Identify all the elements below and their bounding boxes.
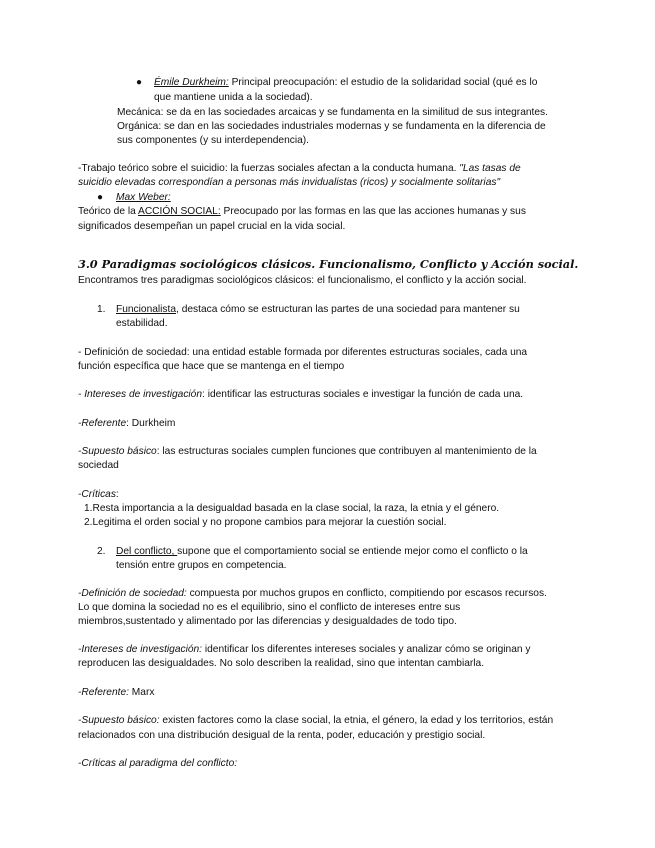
suicide-quote-start: "Las tasas de: [459, 163, 521, 174]
funcionalista-line-1: [116, 303, 520, 317]
func-intereses-label: - Intereses de investigación: [78, 389, 203, 400]
list-number: 2.: [97, 546, 106, 557]
weber-pre: Teórico de la: [78, 206, 139, 217]
conflicto-line-1: [116, 545, 528, 559]
suicide-text: -Trabajo teórico sobre el suicidio: la fuerzas sociales afectan a la conducta humana.: [78, 163, 460, 174]
func-definicion-1: - Definición de sociedad: una entidad estable formada por diferentes estructuras sociales, cada una: [78, 347, 528, 358]
durkheim-cont: que mantiene unida a la sociedad).: [154, 92, 313, 103]
organica-line-1: Orgánica: se dan en las sociedades industriales modernas y se fundamenta en la diferencia de: [117, 121, 546, 132]
func-critica-item: 1.Resta importancia a la desigualdad basada en la clase social, la raza, la etnia y el género.: [84, 503, 500, 514]
conflicto-line-2: tensión entre grupos en competencia.: [116, 560, 287, 571]
list-number: 1.: [97, 304, 106, 315]
conf-intereses-2: reproducen las desigualdades. No solo describen la realidad, sino que intentan cambiarla.: [78, 658, 485, 669]
func-supuesto-2: sociedad: [78, 460, 119, 471]
conf-referente-text: Marx: [128, 687, 155, 698]
mecanica-line: Mecánica: se da en las sociedades arcaicas y se fundamenta en la similitud de sus integrantes.: [117, 107, 548, 118]
bullet-icon: ●: [97, 192, 104, 203]
durkheim-line: [154, 76, 537, 90]
conflicto-term: Del conflicto,: [116, 546, 178, 557]
func-supuesto-text: : las estructuras sociales cumplen funciones que contribuyen al mantenimiento de la: [156, 446, 537, 457]
conf-supuesto-text: existen factores como la clase social, la etnia, el género, la edad y los territorios, están: [159, 715, 554, 726]
weber-cont: significados desempeñan un papel crucial en la vida social.: [78, 221, 346, 232]
conf-definicion-3: miembros,sustentado y alimentado por las diferencias y desigualdades de todo tipo.: [78, 616, 457, 627]
funcionalista-line-2: estabilidad.: [116, 318, 168, 329]
func-intereses-text: : identificar las estructuras sociales e investigar la función de cada una.: [202, 389, 524, 400]
suicide-quote-cont: suicidio elevadas correspondían a personas más invidualistas (ricos) y socialmente solitarias": [78, 177, 501, 188]
func-referente: [78, 417, 175, 431]
suicide-line-1: [78, 162, 521, 176]
conf-referente: [78, 686, 154, 700]
funcionalista-term: Funcionalista: [116, 304, 177, 315]
weber-text: Preocupado por las formas en las que las acciones humanas y sus: [220, 206, 526, 217]
conf-definicion-1: [78, 587, 547, 601]
durkheim-name: Émile Durkheim:: [154, 77, 229, 88]
weber-name: Max Weber:: [116, 192, 171, 203]
durkheim-text: Principal preocupación: el estudio de la solidaridad social (qué es lo: [228, 77, 538, 88]
conf-definicion-label: -Definición de sociedad:: [78, 588, 187, 599]
func-criticas-label: -Críticas: [78, 489, 116, 500]
func-referente-text: : Durkheim: [126, 418, 176, 429]
func-critica-item: 2.Legitima el orden social y no propone cambios para mejorar la cuestión social.: [84, 517, 447, 528]
conf-intereses-1: [78, 643, 530, 657]
conf-definicion-text: compuesta por muchos grupos en conflicto, compitiendo por escasos recursos.: [186, 588, 547, 599]
conf-criticas-label: -Críticas al paradigma del conflicto:: [78, 758, 238, 769]
func-criticas: [78, 488, 119, 502]
weber-line: [78, 205, 526, 219]
func-definicion-2: función específica que hace que se mantenga en el tiempo: [78, 361, 345, 372]
func-intereses: [78, 388, 523, 402]
conf-definicion-2: Lo que domina la sociedad no es el equilibrio, sino el conflicto de intereses entre sus: [78, 602, 461, 613]
conf-supuesto-label: -Supuesto básico:: [78, 715, 160, 726]
organica-line-2: sus componentes (y su interdependencia).: [117, 135, 309, 146]
func-referente-label: -Referente: [78, 418, 127, 429]
intro-paragraph: Encontramos tres paradigmas sociológicos clásicos: el funcionalismo, el conflicto y la acción social.: [78, 275, 527, 286]
conflicto-text: supone que el comportamiento social se entiende mejor como el conflicto o la: [177, 546, 528, 557]
conf-referente-label: -Referente:: [78, 687, 129, 698]
conf-supuesto-2: relacionados con una distribución desigual de la renta, poder, educación y prestigio social.: [78, 730, 486, 741]
funcionalista-text: , destaca cómo se estructuran las partes de una sociedad para mantener su: [176, 304, 520, 315]
conf-intereses-label: -Intereses de investigación:: [78, 644, 203, 655]
func-criticas-colon: :: [115, 489, 119, 500]
section-heading: 3.0 Paradigmas sociológicos clásicos. Funcionalismo, Conflicto y Acción social.: [78, 257, 579, 272]
conf-intereses-text: identificar los diferentes intereses sociales y analizar cómo se originan y: [202, 644, 531, 655]
bullet-icon: ●: [136, 77, 143, 88]
func-supuesto-label: -Supuesto básico: [78, 446, 157, 457]
conf-supuesto-1: [78, 714, 553, 728]
accion-social-link[interactable]: ACCIÓN SOCIAL:: [138, 206, 221, 217]
func-supuesto-1: [78, 445, 537, 459]
